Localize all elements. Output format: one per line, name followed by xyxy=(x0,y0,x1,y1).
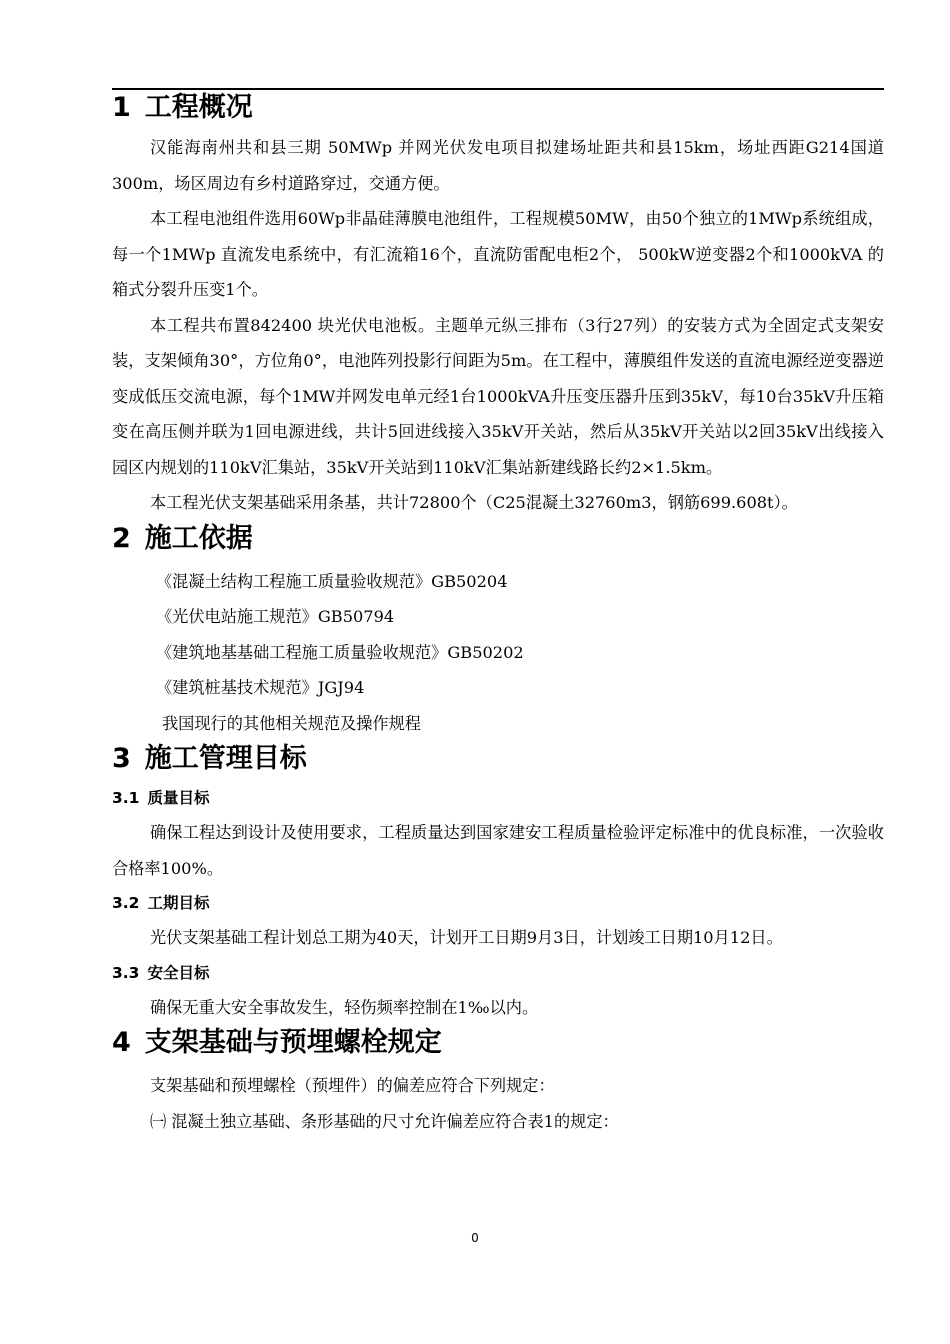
subsection-heading-3-3: 3.3 安全目标 xyxy=(112,963,210,982)
subsection-heading-3-2: 3.2 工期目标 xyxy=(112,894,210,912)
reference-item: 《建筑桩基技术规范》JGJ94 xyxy=(156,678,365,697)
section-heading-2: 2 施工依据 xyxy=(112,522,253,554)
paragraph: 本工程光伏支架基础采用条基，共计72800个（C25混凝土32760m3，钢筋699.608t）。 xyxy=(150,493,798,512)
section-heading-3: 3 施工管理目标 xyxy=(112,743,307,774)
paragraph: 确保工程达到设计及使用要求，工程质量达到国家建安工程质量检验评定标准中的优良标准，一次验收合格率100%。 xyxy=(112,823,884,878)
paragraph: 汉能海南州共和县三期 50MWp 并网光伏发电项目拟建场址距共和县15km，场址西距G214国道300m，场区周边有乡村道路穿过，交通方便。 xyxy=(112,138,884,193)
paragraph: ㈠ 混凝土独立基础、条形基础的尺寸允许偏差应符合表1的规定： xyxy=(150,1111,619,1131)
paragraph: 本工程电池组件选用60Wp非晶硅薄膜电池组件，工程规模50MW，由50个独立的1MWp系统组成，每一个1MWp 直流发电系统中，有汇流箱16个，直流防雷配电柜2个， 500kW逆变器2个和1000kVA 的箱式分裂升压变1个。 xyxy=(112,209,884,299)
paragraph: 光伏支架基础工程计划总工期为40天，计划开工日期9月3日，计划竣工日期10月12日。 xyxy=(150,928,783,947)
reference-item: 我国现行的其他相关规范及操作规程 xyxy=(162,713,421,733)
reference-item: 《混凝土结构工程施工质量验收规范》GB50204 xyxy=(156,571,508,591)
subsection-heading-3-1: 3.1 质量目标 xyxy=(112,789,210,807)
reference-item: 《光伏电站施工规范》GB50794 xyxy=(156,607,395,626)
paragraph: 本工程共布置842400 块光伏电池板。主题单元纵三排布（3行27列）的安装方式为全固定式支架安装，支架倾角30°，方位角0°，电池阵列投影行间距为5m。在工程中，薄膜组件发送的直流电源经逆变器逆变成低压交流电源，每个1MW并网发电单元经1台1000kVA升压变压器升压到35kV，每10台35kV升压箱变在高压侧并联为1回电源进线，共计5回进线接入35kV开关站，然后从35kV开关站以2回35kV出线接入园区内规划的110kV汇集站，35kV开关站到110kV汇集站新建线路长约2×1.5km。 xyxy=(112,315,884,477)
document-body xyxy=(112,90,884,1139)
page-number: 0 xyxy=(471,1231,479,1245)
reference-item: 《建筑地基基础工程施工质量验收规范》GB50202 xyxy=(156,642,524,662)
section-heading-4: 4 支架基础与预埋螺栓规定 xyxy=(112,1027,442,1058)
paragraph: 确保无重大安全事故发生，轻伤频率控制在1‰以内。 xyxy=(150,997,539,1017)
section-heading-1: 1 工程概况 xyxy=(112,92,253,123)
paragraph: 支架基础和预埋螺栓（预埋件）的偏差应符合下列规定： xyxy=(150,1076,555,1095)
